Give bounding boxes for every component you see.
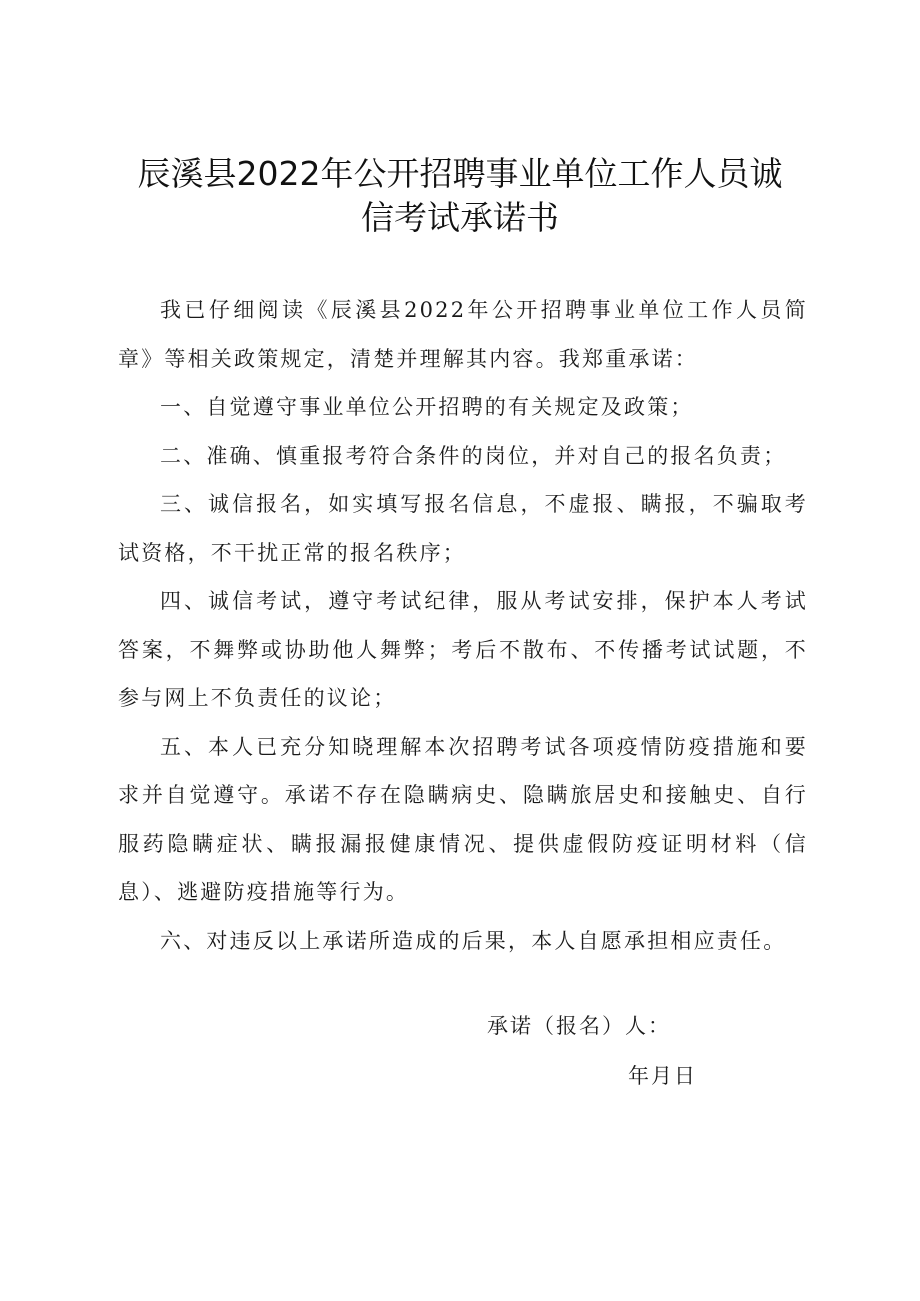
paragraph-item-5: 五、本人已充分知晓理解本次招聘考试各项疫情防疫措施和要求并自觉遵守。承诺不存在隐瞒病史、隐瞒旅居史和接触史、自行服药隐瞒症状、瞒报漏报健康情况、提供虚假防疫证明材料（信息）、逃避防疫措施等行为。	[118, 734, 808, 904]
document-title-line-1: 辰溪县2022年公开招聘事业单位工作人员诚	[137, 154, 783, 193]
document-body	[118, 286, 808, 965]
document-title-line-2: 信考试承诺书	[361, 198, 559, 237]
paragraph-item-6: 六、对违反以上承诺所造成的后果，本人自愿承担相应责任。	[160, 928, 787, 953]
paragraph-item-1: 一、自觉遵守事业单位公开招聘的有关规定及政策；	[160, 395, 694, 419]
paragraph-item-4: 四、诚信考试，遵守考试纪律，服从考试安排，保护本人考试答案，不舞弊或协助他人舞弊；考后不散布、不传播考试试题，不参与网上不负责任的议论；	[118, 589, 808, 710]
date-label: 年月日	[628, 1064, 697, 1088]
paragraph-intro: 我已仔细阅读《辰溪县2022年公开招聘事业单位工作人员简章》等相关政策规定，清楚并理解其内容。我郑重承诺：	[118, 298, 808, 371]
paragraph-item-3: 三、诚信报名，如实填写报名信息，不虚报、瞒报，不骗取考试资格，不干扰正常的报名秩序；	[118, 492, 808, 565]
signature-label: 承诺（报名）人：	[487, 1014, 671, 1038]
paragraph-item-2: 二、准确、慎重报考符合条件的岗位，并对自己的报名负责；	[160, 443, 787, 468]
